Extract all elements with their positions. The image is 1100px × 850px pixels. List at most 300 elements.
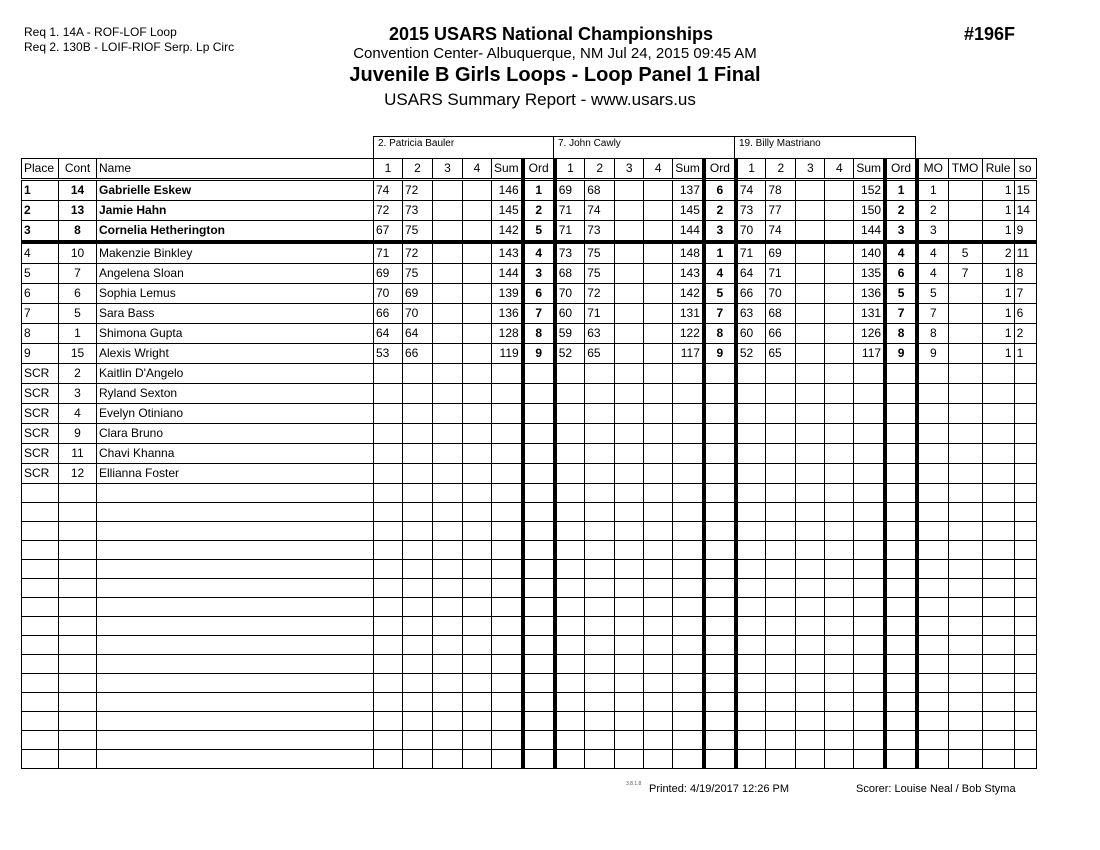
place-cell: SCR	[22, 384, 59, 404]
judge2-score-2: 74	[585, 201, 615, 221]
judge2-ordinal	[704, 693, 736, 712]
cont-cell: 8	[59, 221, 97, 243]
cont-cell	[59, 560, 97, 579]
judge2-ordinal	[704, 484, 736, 503]
judge1-ordinal: 7	[523, 304, 555, 324]
judge1-score-3	[433, 201, 463, 221]
judge1-score-2	[403, 674, 433, 693]
judge2-score-1	[555, 503, 585, 522]
place-cell: 2	[22, 201, 59, 221]
judge2-sum	[673, 750, 704, 769]
judge3-score-4	[825, 693, 854, 712]
judge2-score-2	[585, 560, 615, 579]
judge3-ordinal: 7	[885, 304, 917, 324]
judge1-score-1	[374, 560, 403, 579]
judge1-score-1	[374, 384, 403, 404]
judge1-score-2	[403, 503, 433, 522]
judge3-ordinal	[885, 444, 917, 464]
judge3-score-2: 66	[766, 324, 796, 344]
judge2-score-2	[585, 598, 615, 617]
judge2-score-1: 52	[555, 344, 585, 364]
column-header-j3-sum: Sum	[854, 159, 885, 180]
judge1-score-1: 66	[374, 304, 403, 324]
judge3-score-4	[825, 617, 854, 636]
judge2-score-4	[644, 464, 673, 484]
results-table	[21, 158, 1037, 769]
judge3-score-3	[796, 344, 825, 364]
judge2-sum	[673, 424, 704, 444]
requirement-2: Req 2. 130B - LOIF-RIOF Serp. Lp Circ	[24, 40, 235, 54]
judge3-score-4	[825, 484, 854, 503]
judge3-sum	[854, 750, 885, 769]
judge2-score-2	[585, 404, 615, 424]
judge2-ordinal	[704, 617, 736, 636]
empty-row	[22, 541, 1037, 560]
judge3-score-2	[766, 750, 796, 769]
place-cell: SCR	[22, 364, 59, 384]
judge2-ordinal: 9	[704, 344, 736, 364]
judge1-score-1	[374, 636, 403, 655]
judge2-score-1	[555, 693, 585, 712]
judge1-score-4	[463, 444, 492, 464]
mo-cell: 3	[917, 221, 948, 243]
judge2-score-2	[585, 731, 615, 750]
judge2-sum	[673, 404, 704, 424]
empty-row	[22, 674, 1037, 693]
judge1-score-4	[463, 750, 492, 769]
judge2-score-1	[555, 617, 585, 636]
judge1-score-2: 75	[403, 221, 433, 243]
tmo-cell	[948, 444, 982, 464]
skater-name: Cornelia Hetherington	[97, 221, 374, 243]
tmo-cell	[948, 636, 982, 655]
judge3-sum	[854, 560, 885, 579]
judge1-sum: 119	[492, 344, 523, 364]
cont-cell: 5	[59, 304, 97, 324]
skater-name	[97, 655, 374, 674]
so-cell	[1014, 731, 1036, 750]
so-cell	[1014, 522, 1036, 541]
cont-cell: 6	[59, 284, 97, 304]
judge3-ordinal: 1	[885, 180, 917, 201]
judge3-score-4	[825, 560, 854, 579]
mo-cell	[917, 617, 948, 636]
judge2-score-2	[585, 444, 615, 464]
judge2-score-1	[555, 655, 585, 674]
judge2-score-1	[555, 636, 585, 655]
place-cell: SCR	[22, 464, 59, 484]
judge3-score-4	[825, 579, 854, 598]
judge2-score-2: 72	[585, 284, 615, 304]
judge2-score-1	[555, 541, 585, 560]
judge3-score-2	[766, 364, 796, 384]
judge1-score-4	[463, 264, 492, 284]
judge3-score-1	[736, 655, 766, 674]
tmo-cell	[948, 655, 982, 674]
judge2-score-4	[644, 284, 673, 304]
so-cell: 1	[1014, 344, 1036, 364]
place-cell	[22, 712, 59, 731]
judge2-sum: 131	[673, 304, 704, 324]
judge1-score-3	[433, 503, 463, 522]
judge2-score-4	[644, 384, 673, 404]
skater-name: Evelyn Otiniano	[97, 404, 374, 424]
judge2-score-3	[615, 541, 644, 560]
judge1-score-3	[433, 324, 463, 344]
judge1-sum	[492, 364, 523, 384]
judge3-score-2	[766, 636, 796, 655]
judge2-score-3	[615, 522, 644, 541]
judge3-score-3	[796, 284, 825, 304]
judge2-ordinal: 5	[704, 284, 736, 304]
judge2-sum: 144	[673, 221, 704, 243]
judge3-score-4	[825, 180, 854, 201]
judge3-score-4	[825, 541, 854, 560]
judge2-score-4	[644, 731, 673, 750]
judge2-score-3	[615, 324, 644, 344]
mo-cell: 7	[917, 304, 948, 324]
judge2-score-4	[644, 674, 673, 693]
cont-cell	[59, 617, 97, 636]
judge3-score-4	[825, 731, 854, 750]
event-title: Juvenile B Girls Loops - Loop Panel 1 Final	[349, 64, 761, 86]
judge1-ordinal	[523, 712, 555, 731]
judge3-ordinal	[885, 750, 917, 769]
judge3-score-3	[796, 598, 825, 617]
judge2-ordinal	[704, 541, 736, 560]
judge1-score-1	[374, 364, 403, 384]
table-row	[22, 304, 1037, 324]
judge3-sum: 117	[854, 344, 885, 364]
place-cell: 7	[22, 304, 59, 324]
judge2-score-3	[615, 674, 644, 693]
judge3-score-4	[825, 598, 854, 617]
judge1-score-1	[374, 484, 403, 503]
skater-name	[97, 484, 374, 503]
judge-header-1: 2. Patricia Bauler	[373, 136, 554, 158]
judge1-score-4	[463, 617, 492, 636]
judge1-score-1	[374, 522, 403, 541]
judge2-score-4	[644, 541, 673, 560]
judge1-ordinal: 6	[523, 284, 555, 304]
mo-cell	[917, 655, 948, 674]
empty-row	[22, 522, 1037, 541]
tmo-cell	[948, 674, 982, 693]
judge2-score-4	[644, 598, 673, 617]
judge1-score-2	[403, 655, 433, 674]
skater-name: Kaitlin D'Angelo	[97, 364, 374, 384]
judge2-sum	[673, 522, 704, 541]
judge3-score-3	[796, 201, 825, 221]
judge2-ordinal	[704, 424, 736, 444]
empty-row	[22, 731, 1037, 750]
so-cell: 11	[1014, 242, 1036, 264]
judge3-score-4	[825, 221, 854, 243]
judge1-score-2: 73	[403, 201, 433, 221]
judge2-score-1	[555, 674, 585, 693]
judge1-score-3	[433, 304, 463, 324]
cont-cell: 13	[59, 201, 97, 221]
judge2-score-3	[615, 636, 644, 655]
judge2-ordinal	[704, 503, 736, 522]
skater-name	[97, 693, 374, 712]
so-cell	[1014, 404, 1036, 424]
tmo-cell	[948, 617, 982, 636]
judge1-sum: 146	[492, 180, 523, 201]
requirement-1: Req 1. 14A - ROF-LOF Loop	[24, 25, 177, 39]
judge2-sum: 145	[673, 201, 704, 221]
judge3-score-3	[796, 674, 825, 693]
judge1-score-1: 67	[374, 221, 403, 243]
judge2-ordinal	[704, 560, 736, 579]
competition-title: 2015 USARS National Championships	[388, 24, 714, 44]
judge3-score-3	[796, 221, 825, 243]
judge2-score-2: 65	[585, 344, 615, 364]
rule-cell	[982, 636, 1014, 655]
report-title: USARS Summary Report - www.usars.us	[384, 90, 696, 109]
mo-cell	[917, 464, 948, 484]
judge3-score-3	[796, 384, 825, 404]
column-header-tmo: TMO	[948, 159, 982, 180]
judge1-ordinal	[523, 503, 555, 522]
judge1-score-2: 69	[403, 284, 433, 304]
cont-cell	[59, 541, 97, 560]
judge1-ordinal	[523, 404, 555, 424]
skater-name	[97, 636, 374, 655]
judge2-ordinal	[704, 636, 736, 655]
judge2-sum	[673, 655, 704, 674]
judge3-score-3	[796, 541, 825, 560]
judge3-score-4	[825, 364, 854, 384]
cont-cell: 14	[59, 180, 97, 201]
skater-name	[97, 674, 374, 693]
judge2-score-4	[644, 484, 673, 503]
judge3-score-3	[796, 404, 825, 424]
judge3-ordinal	[885, 655, 917, 674]
judge2-ordinal: 8	[704, 324, 736, 344]
tmo-cell	[948, 522, 982, 541]
judge1-score-4	[463, 655, 492, 674]
judge2-sum	[673, 444, 704, 464]
judge2-ordinal	[704, 464, 736, 484]
judge2-score-2	[585, 712, 615, 731]
judge1-score-4	[463, 712, 492, 731]
cont-cell: 10	[59, 242, 97, 264]
judge-header-2: 7. John Cawly	[553, 136, 735, 158]
judge2-score-1	[555, 522, 585, 541]
mo-cell	[917, 579, 948, 598]
judge1-sum	[492, 424, 523, 444]
software-version: 3.8.1.8	[626, 781, 642, 787]
cont-cell	[59, 731, 97, 750]
judge1-ordinal: 1	[523, 180, 555, 201]
place-cell	[22, 731, 59, 750]
table-row	[22, 464, 1037, 484]
judge1-score-4	[463, 384, 492, 404]
column-header-j1-3: 3	[433, 159, 463, 180]
printed-timestamp: Printed: 4/19/2017 12:26 PM	[649, 783, 790, 795]
mo-cell	[917, 503, 948, 522]
judge1-score-1	[374, 503, 403, 522]
skater-name: Shimona Gupta	[97, 324, 374, 344]
judge2-sum	[673, 636, 704, 655]
tmo-cell: 5	[948, 242, 982, 264]
judge3-score-4	[825, 201, 854, 221]
judge1-score-3	[433, 484, 463, 503]
judge3-sum	[854, 541, 885, 560]
so-cell	[1014, 636, 1036, 655]
cont-cell	[59, 674, 97, 693]
judge3-ordinal: 8	[885, 324, 917, 344]
judge3-sum	[854, 503, 885, 522]
column-header-cont: Cont	[59, 159, 97, 180]
judge1-score-1	[374, 617, 403, 636]
judge2-ordinal: 3	[704, 221, 736, 243]
column-header-so: so	[1014, 159, 1036, 180]
column-header-j3-4: 4	[825, 159, 854, 180]
judge1-score-1: 69	[374, 264, 403, 284]
judge1-sum: 128	[492, 324, 523, 344]
judge1-ordinal	[523, 731, 555, 750]
place-cell	[22, 674, 59, 693]
judge3-sum	[854, 579, 885, 598]
judge2-score-2	[585, 693, 615, 712]
judge1-score-2	[403, 712, 433, 731]
judge3-score-3	[796, 731, 825, 750]
judge1-score-2: 64	[403, 324, 433, 344]
judge1-score-3	[433, 541, 463, 560]
so-cell	[1014, 424, 1036, 444]
judge2-ordinal: 4	[704, 264, 736, 284]
judge3-score-1	[736, 444, 766, 464]
judge2-ordinal	[704, 384, 736, 404]
judge2-sum	[673, 484, 704, 503]
judge2-ordinal	[704, 655, 736, 674]
judge1-score-4	[463, 541, 492, 560]
judge2-score-1	[555, 444, 585, 464]
judge3-ordinal	[885, 404, 917, 424]
judge3-sum	[854, 384, 885, 404]
rule-cell: 1	[982, 264, 1014, 284]
cont-cell: 15	[59, 344, 97, 364]
judge3-score-1	[736, 404, 766, 424]
judge2-score-4	[644, 636, 673, 655]
judge3-sum	[854, 404, 885, 424]
tmo-cell	[948, 384, 982, 404]
judge1-ordinal: 5	[523, 221, 555, 243]
judge1-ordinal	[523, 364, 555, 384]
mo-cell	[917, 731, 948, 750]
judge2-score-1	[555, 579, 585, 598]
judge1-sum: 136	[492, 304, 523, 324]
judge1-sum	[492, 617, 523, 636]
judge3-sum: 131	[854, 304, 885, 324]
judge2-score-2	[585, 522, 615, 541]
judge1-ordinal	[523, 464, 555, 484]
judge3-score-2: 71	[766, 264, 796, 284]
judge1-sum	[492, 464, 523, 484]
judge1-sum	[492, 693, 523, 712]
judge1-score-3	[433, 674, 463, 693]
judge3-score-4	[825, 344, 854, 364]
judge2-score-2	[585, 655, 615, 674]
judge1-score-1	[374, 731, 403, 750]
judge2-score-1	[555, 384, 585, 404]
table-row	[22, 242, 1037, 264]
judge2-score-3	[615, 384, 644, 404]
column-header-rule: Rule	[982, 159, 1014, 180]
judge2-score-4	[644, 693, 673, 712]
place-cell	[22, 484, 59, 503]
judge1-ordinal	[523, 522, 555, 541]
judge1-sum: 143	[492, 242, 523, 264]
empty-row	[22, 617, 1037, 636]
judge2-score-1	[555, 484, 585, 503]
mo-cell	[917, 484, 948, 503]
judge1-score-4	[463, 693, 492, 712]
judge3-score-4	[825, 304, 854, 324]
judge1-score-3	[433, 579, 463, 598]
judge1-ordinal	[523, 424, 555, 444]
judge2-score-4	[644, 344, 673, 364]
judge2-score-1	[555, 712, 585, 731]
judge2-score-3	[615, 655, 644, 674]
judge3-score-3	[796, 560, 825, 579]
judge1-score-1	[374, 712, 403, 731]
mo-cell	[917, 674, 948, 693]
judge1-ordinal	[523, 541, 555, 560]
skater-name: Ellianna Foster	[97, 464, 374, 484]
mo-cell	[917, 424, 948, 444]
judge2-ordinal	[704, 731, 736, 750]
judge1-score-4	[463, 180, 492, 201]
judge2-ordinal	[704, 598, 736, 617]
judge3-score-1	[736, 503, 766, 522]
judge1-score-1: 64	[374, 324, 403, 344]
place-cell: 3	[22, 221, 59, 243]
place-cell: SCR	[22, 424, 59, 444]
judge1-ordinal	[523, 693, 555, 712]
judge1-score-1: 71	[374, 242, 403, 264]
judge3-score-4	[825, 404, 854, 424]
judge3-score-1: 64	[736, 264, 766, 284]
judge3-score-1	[736, 712, 766, 731]
judge1-score-4	[463, 284, 492, 304]
judge2-sum	[673, 617, 704, 636]
judge2-score-2	[585, 364, 615, 384]
mo-cell	[917, 712, 948, 731]
judge3-score-2: 77	[766, 201, 796, 221]
so-cell	[1014, 750, 1036, 769]
place-cell	[22, 750, 59, 769]
judge3-score-2	[766, 579, 796, 598]
judge1-score-1	[374, 464, 403, 484]
table-row	[22, 444, 1037, 464]
judge1-score-3	[433, 636, 463, 655]
tmo-cell	[948, 712, 982, 731]
judge3-score-4	[825, 264, 854, 284]
place-cell: 8	[22, 324, 59, 344]
judge1-ordinal	[523, 636, 555, 655]
judge3-score-2: 65	[766, 344, 796, 364]
judge2-score-3	[615, 503, 644, 522]
cont-cell	[59, 693, 97, 712]
judge1-sum	[492, 750, 523, 769]
judge2-score-4	[644, 617, 673, 636]
judge3-score-1	[736, 731, 766, 750]
judge1-sum	[492, 541, 523, 560]
skater-name: Angelena Sloan	[97, 264, 374, 284]
